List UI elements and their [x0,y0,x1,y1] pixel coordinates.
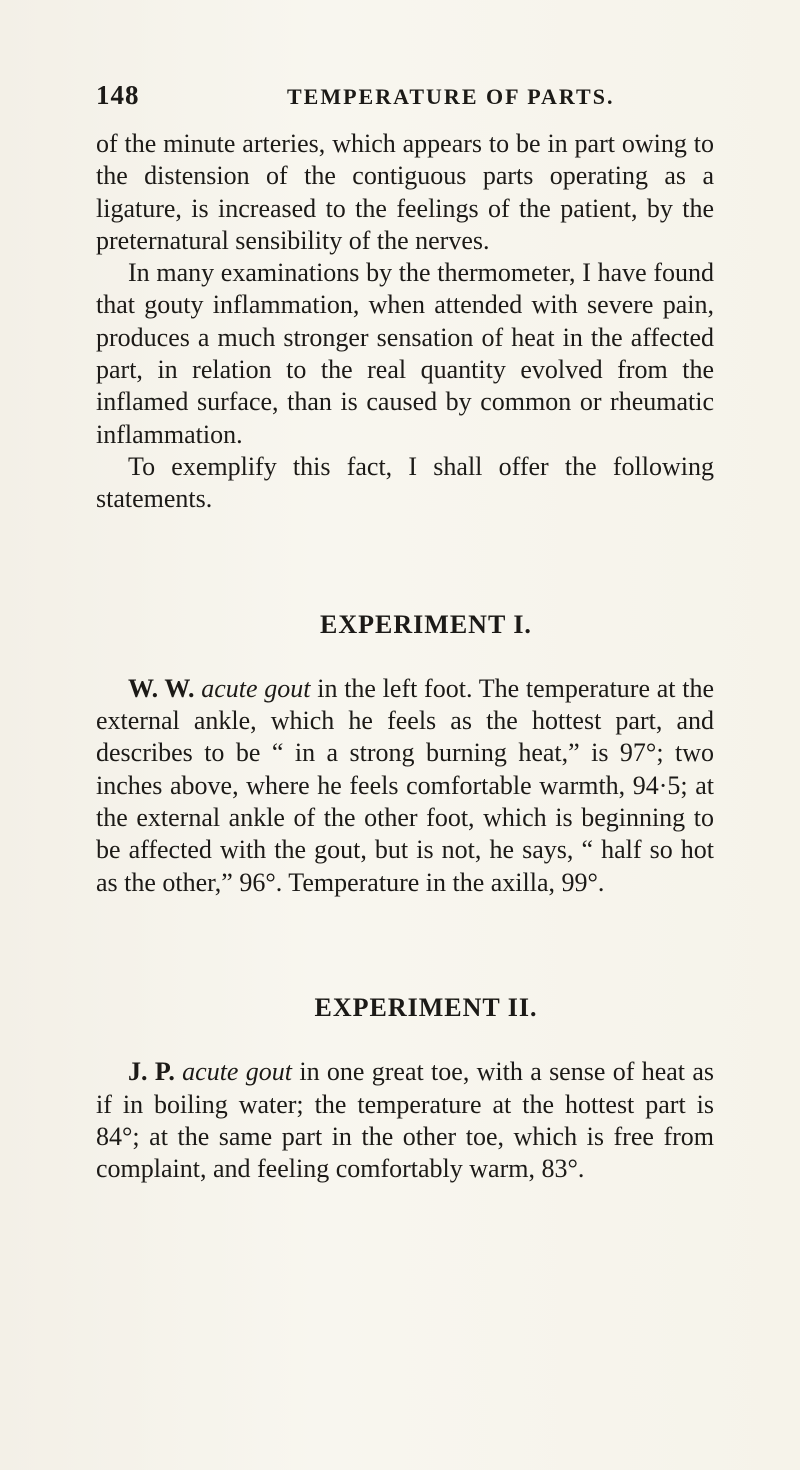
experiment-1-subject: W. W. [128,673,195,703]
experiment-2-subject: J. P. [128,1057,175,1087]
experiment-1-heading: EXPERIMENT I. [320,609,532,639]
experiment-1-condition: acute gout [201,673,311,703]
paragraph-exemplify: To exemplify this fact, I shall offer the following statements. [96,451,714,514]
paragraph-thermometer: In many examinations by the thermometer, I have found that gouty inflammation, when attended with severe pain, produces a much stronger sensation of heat in the affected part, in relation to the real quantity evolved from the inflamed surface, than is caused by common or rheumatic inflammation. [96,258,714,449]
body-text [96,128,714,1185]
running-head [96,80,716,116]
experiment-2-description: in one great toe, with a sense of heat as if in boiling water; the temperature at the hottest part is 84°; at the same part in the other toe, which is free from complaint, and feeling comfortably warm, 83°. [96,1057,714,1184]
experiment-2-text [96,1056,714,1185]
experiment-1-text [96,673,714,899]
experiment-1-description: in the left foot. The temperature at the external ankle, which he feels as the hottest part, and describes to be “ in a strong burning heat,” is 97°; two inches above, where he feels comfortable warmth, 94·5; at the external ankle of the other foot, which is beginning to be affected with the gout, but is not, he says, “ half so hot as the other,” 96°. Temperature in the axilla, 99°. [96,673,714,897]
experiment-2-condition: acute gout [182,1057,293,1087]
page-number: 148 [96,80,140,110]
running-title: TEMPERATURE OF PARTS. [287,84,615,109]
experiment-2-heading: EXPERIMENT II. [314,992,538,1022]
paragraph-arteries: of the minute arteries, which appears to be in part owing to the distension of the contiguous parts operating as a ligature, is increased to the feelings of the patient, by the preternatural sensibility of the nerves. [96,129,714,255]
